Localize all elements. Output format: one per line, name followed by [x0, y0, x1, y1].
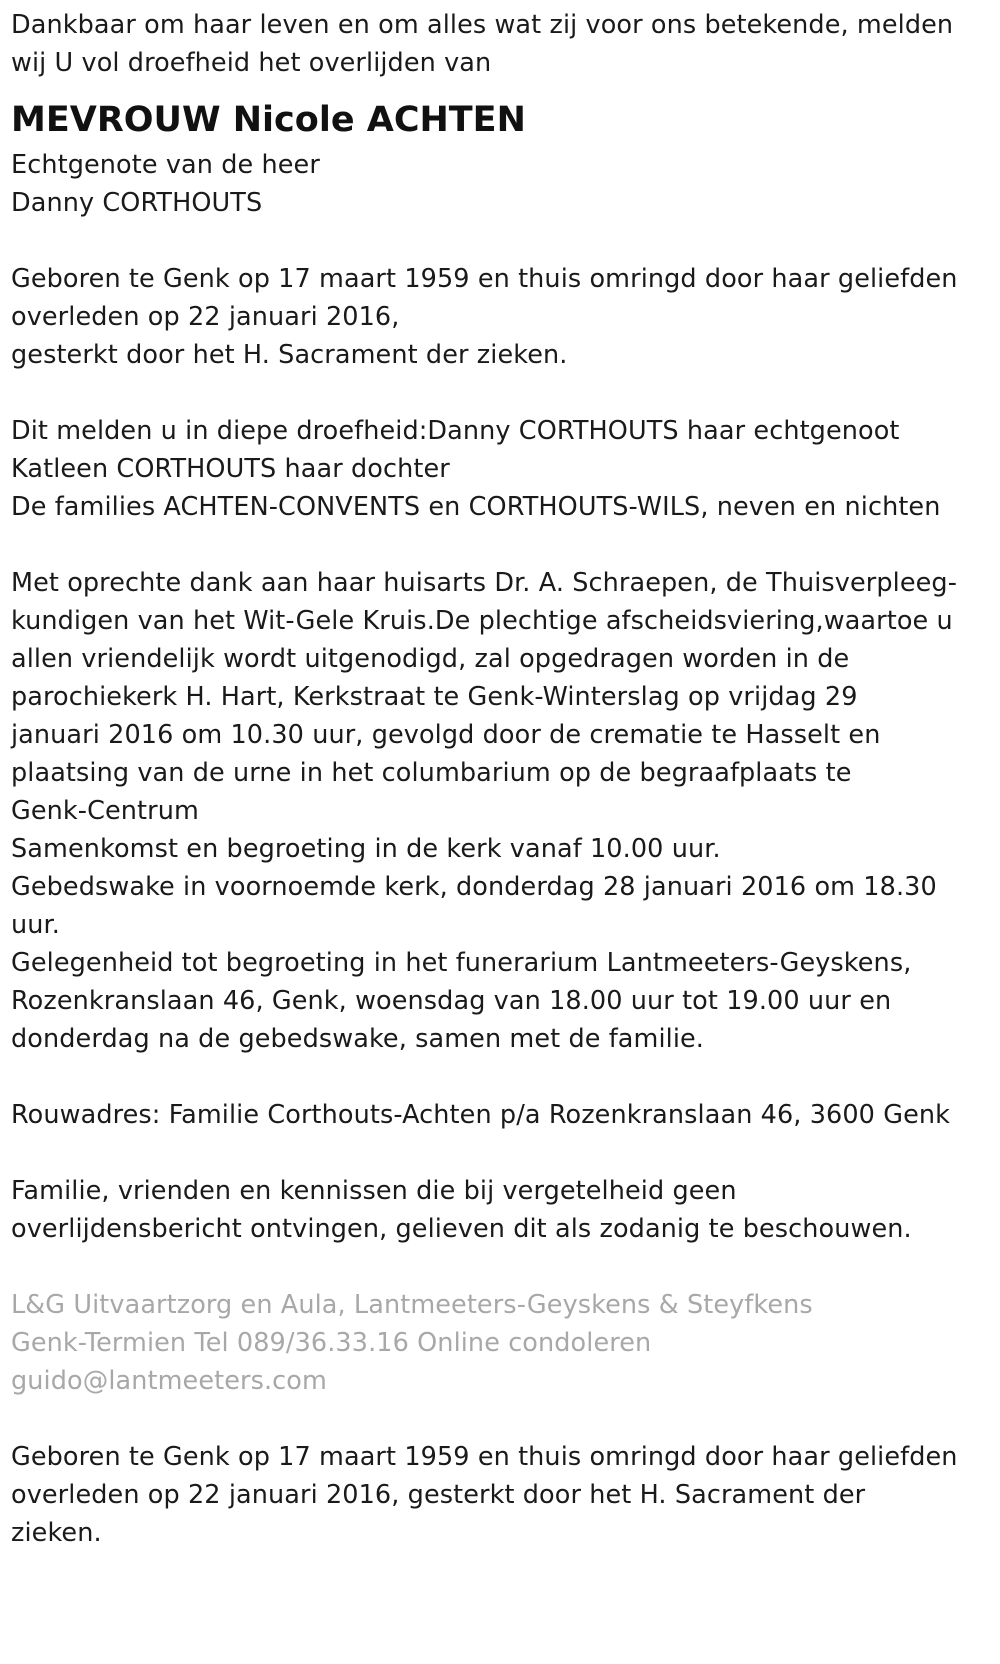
- spacer: [11, 1248, 996, 1286]
- ceremony-line: Rozenkranslaan 46, Genk, woensdag van 18.00 uur tot 19.00 uur en: [11, 986, 892, 1016]
- funeral-home-email: guido@lantmeeters.com: [11, 1366, 327, 1396]
- ceremony-line: uur.: [11, 910, 60, 940]
- funeral-home-paragraph: [11, 1286, 996, 1400]
- summary-line: zieken.: [11, 1518, 102, 1548]
- summary-line: overleden op 22 januari 2016, gesterkt door het H. Sacrament der: [11, 1480, 866, 1510]
- funeral-home-line: L&G Uitvaartzorg en Aula, Lantmeeters-Geyskens & Steyfkens: [11, 1290, 813, 1320]
- obituary-notice: [11, 6, 996, 1552]
- spouse-line: Echtgenote van de heer: [11, 150, 320, 180]
- funeral-home-line: Genk-Termien Tel 089/36.33.16 Online condoleren: [11, 1328, 652, 1358]
- family-line: De families ACHTEN-CONVENTS en CORTHOUTS-WILS, neven en nichten: [11, 492, 941, 522]
- spacer: [11, 1058, 996, 1096]
- ceremony-line: plaatsing van de urne in het columbarium op de begraafplaats te: [11, 758, 852, 788]
- ceremony-line: kundigen van het Wit-Gele Kruis.De plechtige afscheidsviering,waartoe u: [11, 606, 953, 636]
- ceremony-line: Gebedswake in voornoemde kerk, donderdag 28 januari 2016 om 18.30: [11, 872, 937, 902]
- mourning-address: Rouwadres: Familie Corthouts-Achten p/a Rozenkranslaan 46, 3600 Genk: [11, 1100, 950, 1130]
- notice-paragraph: [11, 1172, 996, 1248]
- spacer: [11, 526, 996, 564]
- ceremony-line: allen vriendelijk wordt uitgenodigd, zal opgedragen worden in de: [11, 644, 850, 674]
- summary-line: Geboren te Genk op 17 maart 1959 en thuis omringd door haar geliefden: [11, 1442, 958, 1472]
- birth-death-line: overleden op 22 januari 2016,: [11, 302, 400, 332]
- spacer: [11, 374, 996, 412]
- notice-line: Familie, vrienden en kennissen die bij vergetelheid geen: [11, 1176, 737, 1206]
- ceremony-line: Gelegenheid tot begroeting in het funerarium Lantmeeters-Geyskens,: [11, 948, 912, 978]
- ceremony-line: januari 2016 om 10.30 uur, gevolgd door de crematie te Hasselt en: [11, 720, 881, 750]
- family-paragraph: [11, 412, 996, 526]
- ceremony-line: parochiekerk H. Hart, Kerkstraat te Genk-Winterslag op vrijdag 29: [11, 682, 858, 712]
- ceremony-paragraph: [11, 564, 996, 1058]
- spouse-paragraph: [11, 146, 996, 222]
- spouse-line: Danny CORTHOUTS: [11, 188, 263, 218]
- ceremony-line: donderdag na de gebedswake, samen met de familie.: [11, 1024, 705, 1054]
- ceremony-line: Samenkomst en begroeting in de kerk vanaf 10.00 uur.: [11, 834, 721, 864]
- spacer: [11, 222, 996, 260]
- deceased-name: MEVROUW Nicole ACHTEN: [11, 100, 526, 140]
- summary-paragraph: [11, 1438, 996, 1552]
- spacer: [11, 1134, 996, 1172]
- birth-death-paragraph: [11, 260, 996, 374]
- birth-death-line: gesterkt door het H. Sacrament der zieken.: [11, 340, 568, 370]
- ceremony-line: Genk-Centrum: [11, 796, 199, 826]
- family-line: Katleen CORTHOUTS haar dochter: [11, 454, 450, 484]
- ceremony-line: Met oprechte dank aan haar huisarts Dr. A. Schraepen, de Thuisverpleeg-: [11, 568, 957, 598]
- family-line: Dit melden u in diepe droefheid:Danny CORTHOUTS haar echtgenoot: [11, 416, 900, 446]
- birth-death-line: Geboren te Genk op 17 maart 1959 en thuis omringd door haar geliefden: [11, 264, 958, 294]
- spacer: [11, 1400, 996, 1438]
- intro-line: Dankbaar om haar leven en om alles wat zij voor ons betekende, melden: [11, 10, 954, 40]
- intro-line: wij U vol droefheid het overlijden van: [11, 48, 492, 78]
- intro-paragraph: [11, 6, 996, 82]
- notice-line: overlijdensbericht ontvingen, gelieven dit als zodanig te beschouwen.: [11, 1214, 912, 1244]
